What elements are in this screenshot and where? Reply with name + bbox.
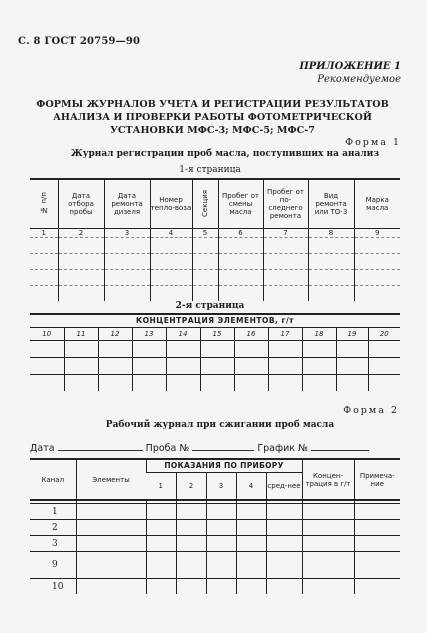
col-number: 10 [30,328,64,341]
col-header-repair-date: Дата ремонта дизеля [104,179,150,229]
form2-label: Форма 2 [343,405,399,416]
form1-page2-number-row [30,328,400,341]
form1-header-row [30,179,400,229]
form1-number-row [30,229,400,238]
form1-page1-label: 1-я страница [179,165,241,175]
date-line [58,450,143,451]
col-header-readings: ПОКАЗАНИЯ ПО ПРИБОРУ [146,459,302,473]
table-row [30,375,400,392]
col-number: 5 [192,229,218,238]
col-number: 12 [98,328,132,341]
table-row: 9 [30,552,400,579]
form1-page2-table [30,313,400,391]
col-number: 20 [368,328,400,341]
col-header-run-repair: Пробег от по-следнего ремонта [263,179,308,229]
col-number: 16 [234,328,268,341]
concentration-row [30,314,400,328]
form2-fields [30,443,369,454]
reading-number: 4 [236,473,266,501]
reading-number: 2 [176,473,206,501]
col-header-concentration: Концен-трация в г/т [302,459,354,500]
form1-page2-label: 2-я страница [175,301,245,311]
col-number: 15 [200,328,234,341]
col-number: 14 [166,328,200,341]
table-row [30,286,400,302]
form2-header-row-1 [30,459,400,473]
appendix-subtitle: Рекомендуемое [317,74,401,85]
table-row [30,238,400,254]
document-title [30,98,395,137]
table-row: 3 [30,536,400,552]
table-row [30,270,400,286]
reading-number: 3 [206,473,236,501]
title-line-3: УСТАНОВКИ МФС-3; МФС-5; МФС-7 [110,125,315,136]
table-row: 2 [30,520,400,536]
col-header-repair-type: Вид ремонта или ТО-3 [308,179,354,229]
col-number: 9 [354,229,400,238]
col-header-number: № п/п [30,179,58,229]
table-row: 10 [30,579,400,595]
table-row: 1 [30,504,400,520]
col-number: 7 [263,229,308,238]
form1-label: Форма 1 [345,137,401,148]
col-number: 3 [104,229,150,238]
col-header-channel: Канал [30,459,76,500]
table-row [30,254,400,270]
form1-journal-title: Журнал регистрации проб масла, поступивших на анализ [70,149,380,159]
col-number: 18 [302,328,336,341]
form2-journal-title: Рабочий журнал при сжигании проб масла [105,420,335,430]
table-row [30,358,400,375]
col-number: 8 [308,229,354,238]
graph-line [311,450,369,451]
page-header: С. 8 ГОСТ 20759—90 [18,36,141,47]
graph-label: График № [257,443,308,454]
col-header-run-oil: Пробег от смены масла [218,179,263,229]
form1-page1-table [30,178,400,301]
date-label: Дата [30,443,55,454]
col-number: 11 [64,328,98,341]
concentration-header: КОНЦЕНТРАЦИЯ ЭЛЕМЕНТОВ, г/т [30,314,400,328]
col-number: 13 [132,328,166,341]
col-number: 4 [150,229,192,238]
col-number: 2 [58,229,104,238]
col-header-oil-brand: Марка масла [354,179,400,229]
form2-table [30,458,400,594]
col-header-elements: Элементы [76,459,146,500]
title-line-1: ФОРМЫ ЖУРНАЛОВ УЧЕТА И РЕГИСТРАЦИИ РЕЗУЛЬТАТОВ [36,99,389,110]
col-number: 6 [218,229,263,238]
title-line-2: АНАЛИЗА И ПРОВЕРКИ РАБОТЫ ФОТОМЕТРИЧЕСКОЙ [53,112,372,123]
col-number: 19 [336,328,368,341]
col-number: 17 [268,328,302,341]
sample-label: Проба № [145,443,190,454]
table-row [30,341,400,358]
col-header-note: Примеча-ние [354,459,400,500]
col-header-average: сред-нее [266,473,302,501]
sample-line [192,450,254,451]
appendix-block [299,60,401,86]
col-number: 1 [30,229,58,238]
col-header-locomotive: Номер тепло-воза [150,179,192,229]
appendix-title: ПРИЛОЖЕНИЕ 1 [299,61,401,72]
col-header-section: Секция [192,179,218,229]
reading-number: 1 [146,473,176,501]
col-header-sample-date: Дата отбора пробы [58,179,104,229]
